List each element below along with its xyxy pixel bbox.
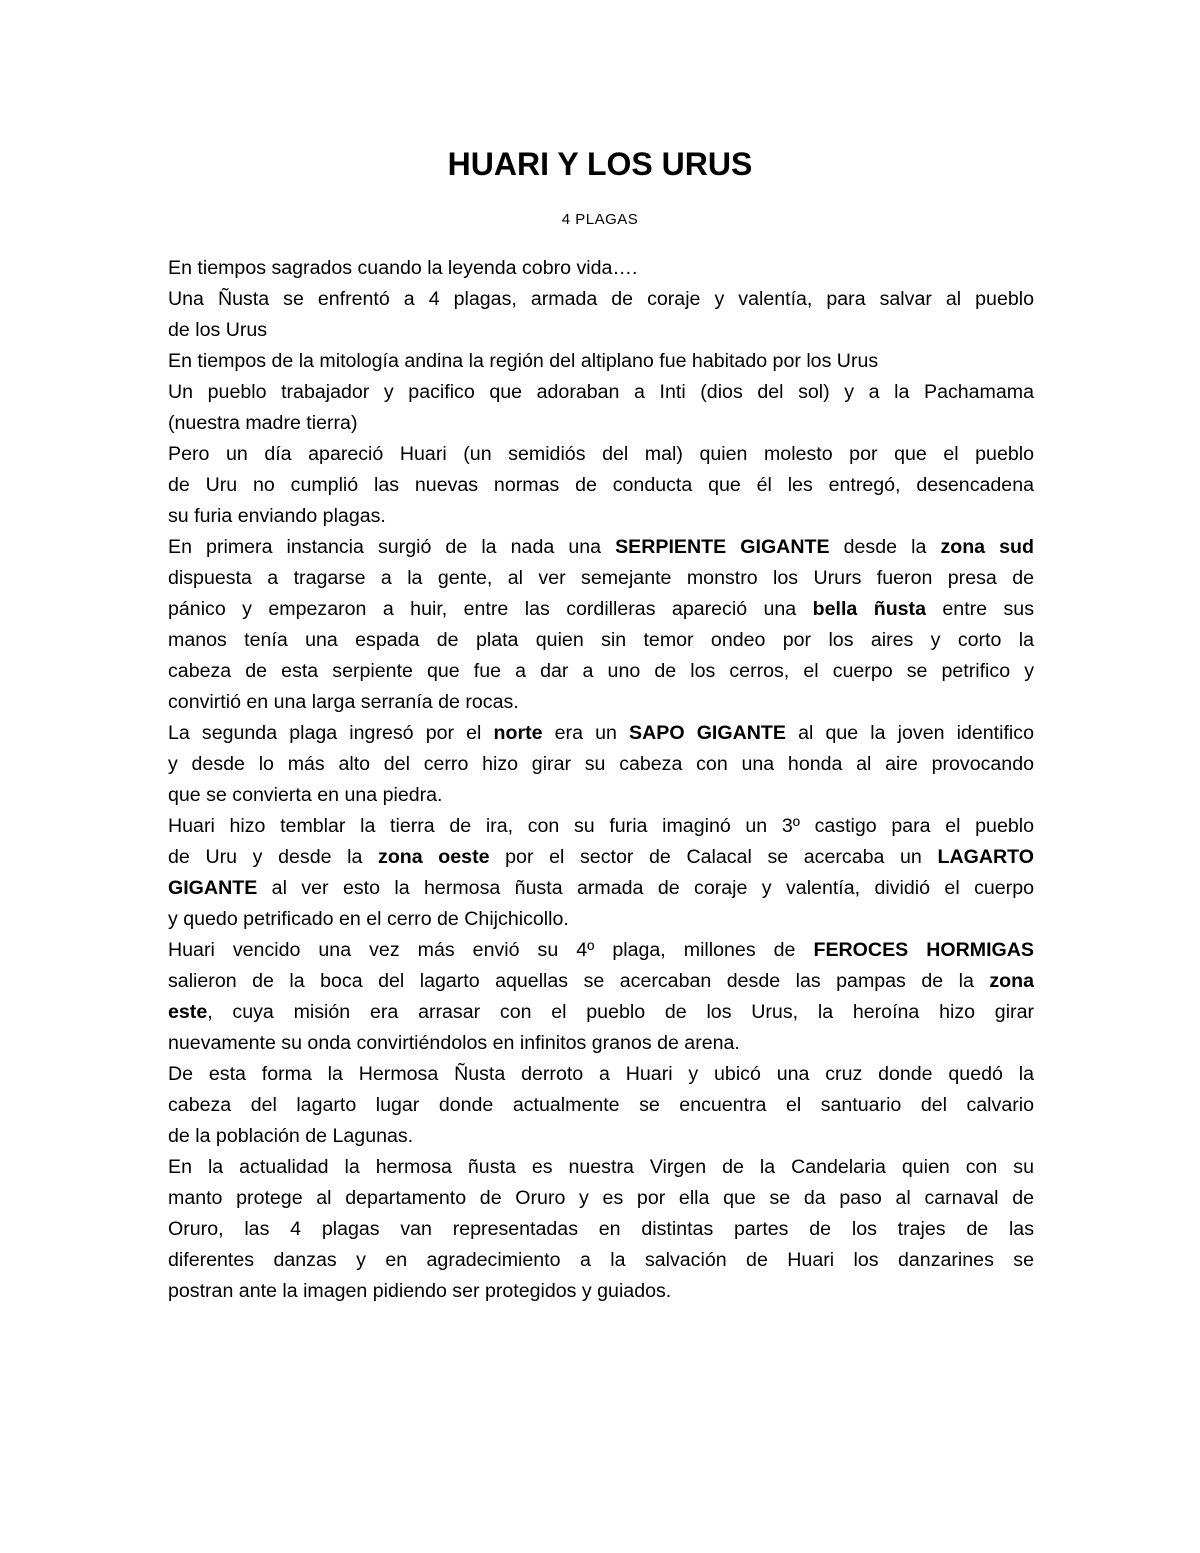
bold-text-segment: SAPO GIGANTE (629, 722, 786, 744)
bold-text-segment: FEROCES HORMIGAS (813, 939, 1034, 961)
bold-text-segment: zona (989, 970, 1034, 992)
text-segment: En primera instancia surgió de la nada una (168, 536, 616, 558)
text-line (168, 315, 1034, 346)
text-segment: La segunda plaga ingresó por el (168, 722, 494, 744)
text-segment: convirtió en una larga serranía de rocas. (168, 691, 519, 713)
text-line (168, 346, 1034, 377)
bold-text-segment: bella ñusta (812, 598, 926, 620)
text-segment: Huari vencido una vez más envió su 4º plaga, millones de (168, 939, 814, 961)
text-segment: (nuestra madre tierra) (168, 412, 358, 434)
bold-text-segment: zona oeste (378, 846, 490, 868)
text-segment: salieron de la boca del lagarto aquellas se acercaban desde las pampas de la (168, 970, 990, 992)
bold-text-segment: GIGANTE (168, 877, 258, 899)
text-line (168, 718, 1034, 749)
text-line (168, 1121, 1034, 1152)
text-line (168, 501, 1034, 532)
text-segment: dispuesta a tragarse a la gente, al ver semejante monstro los Ururs fueron presa de (168, 567, 1034, 589)
text-line (168, 935, 1034, 966)
text-segment: En tiempos de la mitología andina la región del altiplano fue habitado por los Urus (168, 350, 879, 372)
text-segment: diferentes danzas y en agradecimiento a la salvación de Huari los danzarines se (168, 1249, 1034, 1271)
bold-text-segment: SERPIENTE GIGANTE (615, 536, 830, 558)
text-line (168, 284, 1034, 315)
text-segment: En la actualidad la hermosa ñusta es nuestra Virgen de la Candelaria quien con su (168, 1156, 1034, 1178)
text-segment: nuevamente su onda convirtiéndolos en infinitos granos de arena. (168, 1032, 740, 1054)
text-line (168, 873, 1034, 904)
text-segment: Una Ñusta se enfrentó a 4 plagas, armada de coraje y valentía, para salvar al pueblo (168, 288, 1034, 310)
text-line (168, 594, 1034, 625)
bold-text-segment: este (168, 1001, 208, 1023)
text-segment: por el sector de Calacal se acercaba un (489, 846, 938, 868)
text-line (168, 1276, 1034, 1307)
text-line (168, 532, 1034, 563)
text-line (168, 1183, 1034, 1214)
text-line (168, 1028, 1034, 1059)
text-line (168, 1059, 1034, 1090)
text-line (168, 1214, 1034, 1245)
text-segment: al que la joven identifico (785, 722, 1034, 744)
document-title: HUARI Y LOS URUS (447, 146, 753, 182)
text-segment: y quedo petrificado en el cerro de Chijchicollo. (168, 908, 569, 930)
text-line (168, 966, 1034, 997)
text-segment: era un (542, 722, 630, 744)
text-line (168, 780, 1034, 811)
text-line (168, 904, 1034, 935)
document-subtitle: 4 PLAGAS (561, 211, 639, 228)
text-line (168, 811, 1034, 842)
text-line (168, 253, 1034, 284)
text-segment: y desde lo más alto del cerro hizo girar su cabeza con una honda al aire provocando (168, 753, 1034, 775)
text-segment: cabeza de esta serpiente que fue a dar a uno de los cerros, el cuerpo se petrifico y (168, 660, 1034, 682)
text-line (168, 439, 1034, 470)
text-line (168, 1152, 1034, 1183)
bold-text-segment: norte (493, 722, 543, 744)
text-segment: su furia enviando plagas. (168, 505, 386, 527)
text-line (168, 687, 1034, 718)
text-segment: de la población de Lagunas. (168, 1125, 414, 1147)
text-segment: de Uru no cumplió las nuevas normas de conducta que él les entregó, desencadena (168, 474, 1034, 496)
text-segment: al ver esto la hermosa ñusta armada de coraje y valentía, dividió el cuerpo (257, 877, 1034, 899)
document-body (168, 253, 1034, 1307)
text-line (168, 656, 1034, 687)
text-segment: desde la (829, 536, 941, 558)
text-segment: de los Urus (168, 319, 268, 341)
text-segment: cabeza del lagarto lugar donde actualmente se encuentra el santuario del calvario (168, 1094, 1034, 1116)
text-segment: postran ante la imagen pidiendo ser protegidos y guiados. (168, 1280, 672, 1302)
text-segment: , cuya misión era arrasar con el pueblo de los Urus, la heroína hizo girar (207, 1001, 1034, 1023)
bold-text-segment: LAGARTO (937, 846, 1034, 868)
text-line (168, 377, 1034, 408)
text-segment: En tiempos sagrados cuando la leyenda cobro vida…. (168, 257, 638, 279)
text-segment: Pero un día apareció Huari (un semidiós del mal) quien molesto por que el pueblo (168, 443, 1034, 465)
text-segment: Un pueblo trabajador y pacifico que adoraban a Inti (dios del sol) y a la Pachamama (168, 381, 1034, 403)
text-segment: manto protege al departamento de Oruro y es por ella que se da paso al carnaval de (168, 1187, 1034, 1209)
text-line (168, 997, 1034, 1028)
text-line (168, 749, 1034, 780)
text-segment: entre sus (925, 598, 1034, 620)
text-segment: manos tenía una espada de plata quien sin temor ondeo por los aires y corto la (168, 629, 1034, 651)
text-segment: Huari hizo temblar la tierra de ira, con su furia imaginó un 3º castigo para el pueblo (168, 815, 1034, 837)
text-line (168, 1245, 1034, 1276)
text-line (168, 625, 1034, 656)
text-line (168, 408, 1034, 439)
text-line (168, 470, 1034, 501)
text-line (168, 563, 1034, 594)
text-segment: De esta forma la Hermosa Ñusta derroto a Huari y ubicó una cruz donde quedó la (168, 1063, 1034, 1085)
text-line (168, 1090, 1034, 1121)
text-segment: Oruro, las 4 plagas van representadas en distintas partes de los trajes de las (168, 1218, 1034, 1240)
text-line (168, 842, 1034, 873)
bold-text-segment: zona sud (940, 536, 1034, 558)
text-segment: de Uru y desde la (168, 846, 379, 868)
text-segment: pánico y empezaron a huir, entre las cordilleras apareció una (168, 598, 813, 620)
text-segment: que se convierta en una piedra. (168, 784, 443, 806)
